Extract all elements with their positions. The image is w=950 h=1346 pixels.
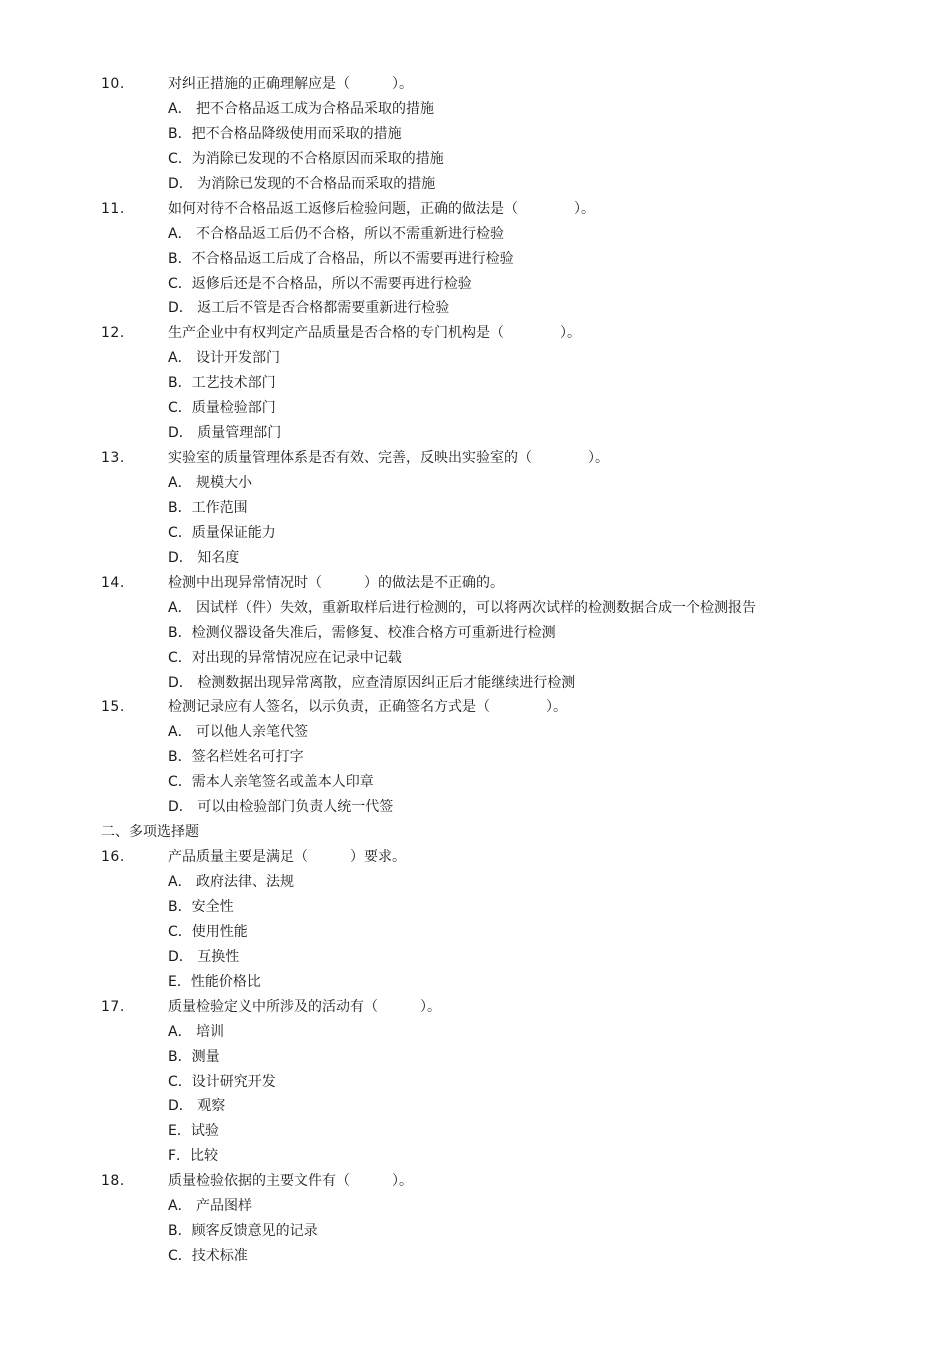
answer-option: C．使用性能 xyxy=(168,923,248,940)
answer-option: D． 质量管理部门 xyxy=(168,425,282,442)
answer-option: A． 不合格品返工后仍不合格，所以不需重新进行检验 xyxy=(168,225,505,242)
question-stem-row xyxy=(0,695,950,720)
option-row xyxy=(0,296,950,321)
answer-option: D． 返工后不管是否合格都需要重新进行检验 xyxy=(168,300,450,317)
answer-option: D． 为消除已发现的不合格品而采取的措施 xyxy=(168,175,436,192)
answer-option: A． 把不合格品返工成为合格品采取的措施 xyxy=(168,100,435,117)
option-row xyxy=(0,1244,950,1269)
option-row xyxy=(0,122,950,147)
answer-option: D． 互换性 xyxy=(168,948,240,965)
question-stem-row xyxy=(0,995,950,1020)
option-row xyxy=(0,1045,950,1070)
answer-option: D． 检测数据出现异常离散，应查清原因纠正后才能继续进行检测 xyxy=(168,674,576,691)
option-row xyxy=(0,945,950,970)
option-row xyxy=(0,346,950,371)
section-heading-row xyxy=(0,820,950,845)
answer-option: A． 政府法律、法规 xyxy=(168,874,295,890)
question-text: 生产企业中有权判定产品质量是否合格的专门机构是（ ）。 xyxy=(168,325,581,342)
answer-option: C．需本人亲笔签名或盖本人印章 xyxy=(168,774,374,791)
question-number: 17. xyxy=(101,998,125,1015)
option-row xyxy=(0,1194,950,1219)
question-number: 13. xyxy=(101,450,125,467)
option-row xyxy=(0,621,950,646)
option-row xyxy=(0,172,950,197)
question-stem-row xyxy=(0,1169,950,1194)
answer-option: C．对出现的异常情况应在记录中记载 xyxy=(168,649,402,666)
answer-option: C．返修后还是不合格品，所以不需要再进行检验 xyxy=(168,275,472,292)
question-number: 15. xyxy=(101,699,125,716)
answer-option: D． 可以由检验部门负责人统一代签 xyxy=(168,799,394,816)
answer-option: C．为消除已发现的不合格原因而采取的措施 xyxy=(168,150,444,167)
question-text: 检测中出现异常情况时（ ）的做法是不正确的。 xyxy=(168,574,504,591)
question-stem-row xyxy=(0,72,950,97)
answer-option: B．安全性 xyxy=(168,898,234,915)
exam-document xyxy=(0,72,950,1269)
option-row xyxy=(0,720,950,745)
option-row xyxy=(0,247,950,272)
option-row xyxy=(0,795,950,820)
question-text: 实验室的质量管理体系是否有效、完善，反映出实验室的（ ）。 xyxy=(168,450,609,467)
answer-option: B．不合格品返工后成了合格品，所以不需要再进行检验 xyxy=(168,250,514,267)
answer-option: F．比较 xyxy=(168,1148,219,1165)
answer-option: A． 设计开发部门 xyxy=(168,350,281,367)
answer-option: A． 规模大小 xyxy=(168,475,253,491)
question-text: 对纠正措施的正确理解应是（ ）。 xyxy=(168,76,413,92)
answer-option: D． 知名度 xyxy=(168,549,240,566)
answer-option: E．性能价格比 xyxy=(168,973,261,990)
option-row xyxy=(0,596,950,621)
option-row xyxy=(0,521,950,546)
question-text: 检测记录应有人签名，以示负责，正确签名方式是（ ）。 xyxy=(168,699,567,716)
question-stem-row xyxy=(0,446,950,471)
answer-option: C．设计研究开发 xyxy=(168,1073,276,1090)
question-stem-row xyxy=(0,845,950,870)
option-row xyxy=(0,1219,950,1244)
answer-option: C．质量检验部门 xyxy=(168,400,276,417)
option-row xyxy=(0,1119,950,1144)
question-text: 如何对待不合格品返工返修后检验问题，正确的做法是（ ）。 xyxy=(168,200,595,217)
option-row xyxy=(0,745,950,770)
option-row xyxy=(0,646,950,671)
question-number: 10. xyxy=(101,76,125,92)
option-row xyxy=(0,870,950,895)
answer-option: B．顾客反馈意见的记录 xyxy=(168,1223,318,1240)
option-row xyxy=(0,770,950,795)
question-text: 产品质量主要是满足（ ）要求。 xyxy=(168,849,406,866)
option-row xyxy=(0,671,950,696)
option-row xyxy=(0,471,950,496)
answer-option: C．技术标准 xyxy=(168,1248,248,1265)
question-number: 12. xyxy=(101,325,125,342)
option-row xyxy=(0,1094,950,1119)
answer-option: D． 观察 xyxy=(168,1098,226,1115)
answer-option: C．质量保证能力 xyxy=(168,524,276,541)
option-row xyxy=(0,1070,950,1095)
answer-option: A． 培训 xyxy=(168,1023,225,1040)
option-row xyxy=(0,546,950,571)
option-row xyxy=(0,97,950,122)
answer-option: B．工作范围 xyxy=(168,499,248,516)
answer-option: A． 因试样（件）失效，重新取样后进行检测的，可以将两次试样的检测数据合成一个检测报告 xyxy=(168,599,757,616)
question-stem-row xyxy=(0,321,950,346)
answer-option: B．检测仪器设备失准后，需修复、校准合格方可重新进行检测 xyxy=(168,624,556,641)
answer-option: A． 可以他人亲笔代签 xyxy=(168,724,309,741)
option-row xyxy=(0,895,950,920)
answer-option: E．试验 xyxy=(168,1123,219,1140)
question-number: 16. xyxy=(101,849,125,866)
answer-option: B．工艺技术部门 xyxy=(168,375,276,392)
question-stem-row xyxy=(0,197,950,222)
question-stem-row xyxy=(0,571,950,596)
question-text: 质量检验依据的主要文件有（ ）。 xyxy=(168,1173,413,1190)
option-row xyxy=(0,371,950,396)
answer-option: B．测量 xyxy=(168,1048,220,1065)
option-row xyxy=(0,222,950,247)
option-row xyxy=(0,496,950,521)
section-heading: 二、多项选择题 xyxy=(101,824,199,841)
option-row xyxy=(0,970,950,995)
option-row xyxy=(0,920,950,945)
answer-option: B．把不合格品降级使用而采取的措施 xyxy=(168,125,402,142)
answer-option: B．签名栏姓名可打字 xyxy=(168,749,304,766)
option-row xyxy=(0,147,950,172)
question-number: 14. xyxy=(101,574,125,591)
option-row xyxy=(0,396,950,421)
question-text: 质量检验定义中所涉及的活动有（ ）。 xyxy=(168,998,441,1015)
option-row xyxy=(0,272,950,297)
question-number: 11. xyxy=(101,200,125,217)
option-row xyxy=(0,1144,950,1169)
question-number: 18. xyxy=(101,1173,125,1190)
option-row xyxy=(0,421,950,446)
option-row xyxy=(0,1020,950,1045)
answer-option: A． 产品图样 xyxy=(168,1198,253,1215)
